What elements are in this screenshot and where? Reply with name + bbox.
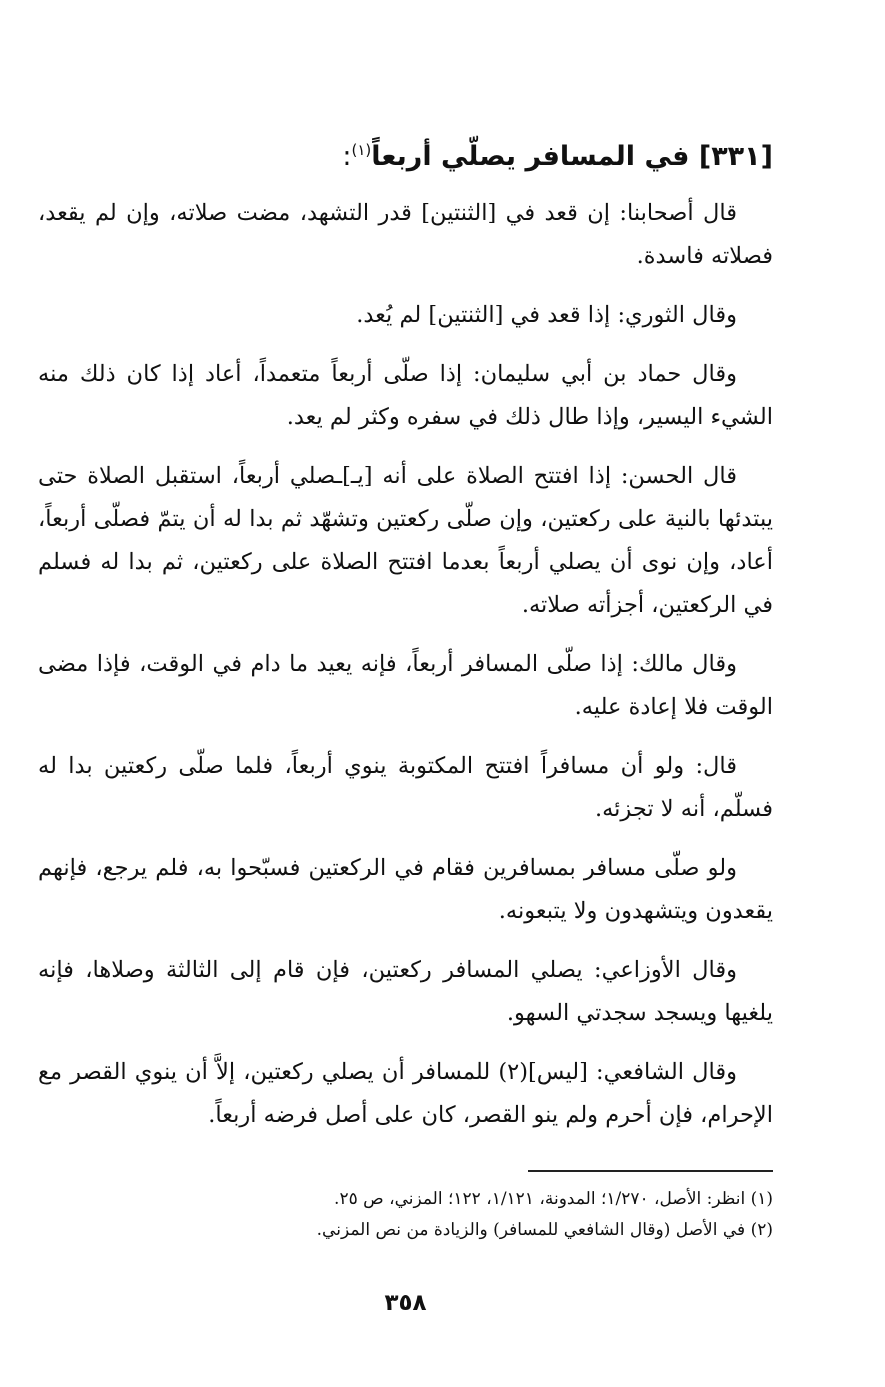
book-page: [38, 0, 773, 1387]
footnote-divider: [528, 1170, 773, 1172]
paragraph: وقال الشافعي: [ليس](٢) للمسافر أن يصلي ركعتين، إلاَّ أن ينوي القصر مع الإحرام، فإن أحرم ولم ينو القصر، كان على أصل فرضه أربعاً.: [38, 1059, 773, 1128]
footnote: (١) انظر: الأصل، ١/٢٧٠؛ المدونة، ١/١٢١، ١٢٢؛ المزني، ص ٢٥.: [334, 1189, 773, 1209]
paragraph: ولو صلّى مسافر بمسافرين فقام في الركعتين فسبّحوا به، فلم يرجع، فإنهم يقعدون ويتشهدون ولا يتبعونه.: [38, 855, 773, 924]
body-text: [38, 192, 773, 1153]
footnote-reference: (١): [351, 141, 372, 159]
paragraph: وقال الأوزاعي: يصلي المسافر ركعتين، فإن قام إلى الثالثة وصلاها، فإنه يلغيها ويسجد سجدتي السهو.: [38, 957, 773, 1026]
section-heading: [38, 126, 773, 181]
paragraph: وقال الثوري: إذا قعد في [الثنتين] لم يُعد.: [356, 302, 737, 328]
footnotes: [38, 1184, 773, 1246]
section-number: [٣٣١]: [698, 141, 773, 172]
heading-colon: :: [342, 141, 352, 172]
paragraph: وقال مالك: إذا صلّى المسافر أربعاً، فإنه يعيد ما دام في الوقت، فإذا مضى الوقت فلا إعادة عليه.: [38, 651, 773, 720]
paragraph: قال: ولو أن مسافراً افتتح المكتوبة ينوي أربعاً، فلما صلّى ركعتين بدا له فسلّم، أنه لا تجزئه.: [38, 753, 773, 822]
paragraph: قال أصحابنا: إن قعد في [الثنتين] قدر التشهد، مضت صلاته، وإن لم يقعد، فصلاته فاسدة.: [38, 200, 773, 269]
section-title: في المسافر يصلّي أربعاً: [371, 141, 690, 172]
footnote: (٢) في الأصل (وقال الشافعي للمسافر) والزيادة من نص المزني.: [316, 1220, 773, 1240]
page-number: ٣٥٨: [384, 1290, 427, 1316]
paragraph: قال الحسن: إذا افتتح الصلاة على أنه [يـ]ـصلي أربعاً، استقبل الصلاة حتى يبتدئها بالنية على ركعتين، وإن صلّى ركعتين وتشهّد ثم بدا له أن يتمّ فصلّى أربعاً، أعاد، وإن نوى أن يصلي أربعاً بعدما افتتح الصلاة على ركعتين، ثم بدا له فسلم في الركعتين، أجزأته صلاته.: [38, 463, 773, 618]
paragraph: وقال حماد بن أبي سليمان: إذا صلّى أربعاً متعمداً، أعاد إذا كان ذلك منه الشيء اليسير، وإذا طال ذلك في سفره وكثر لم يعد.: [38, 361, 773, 430]
